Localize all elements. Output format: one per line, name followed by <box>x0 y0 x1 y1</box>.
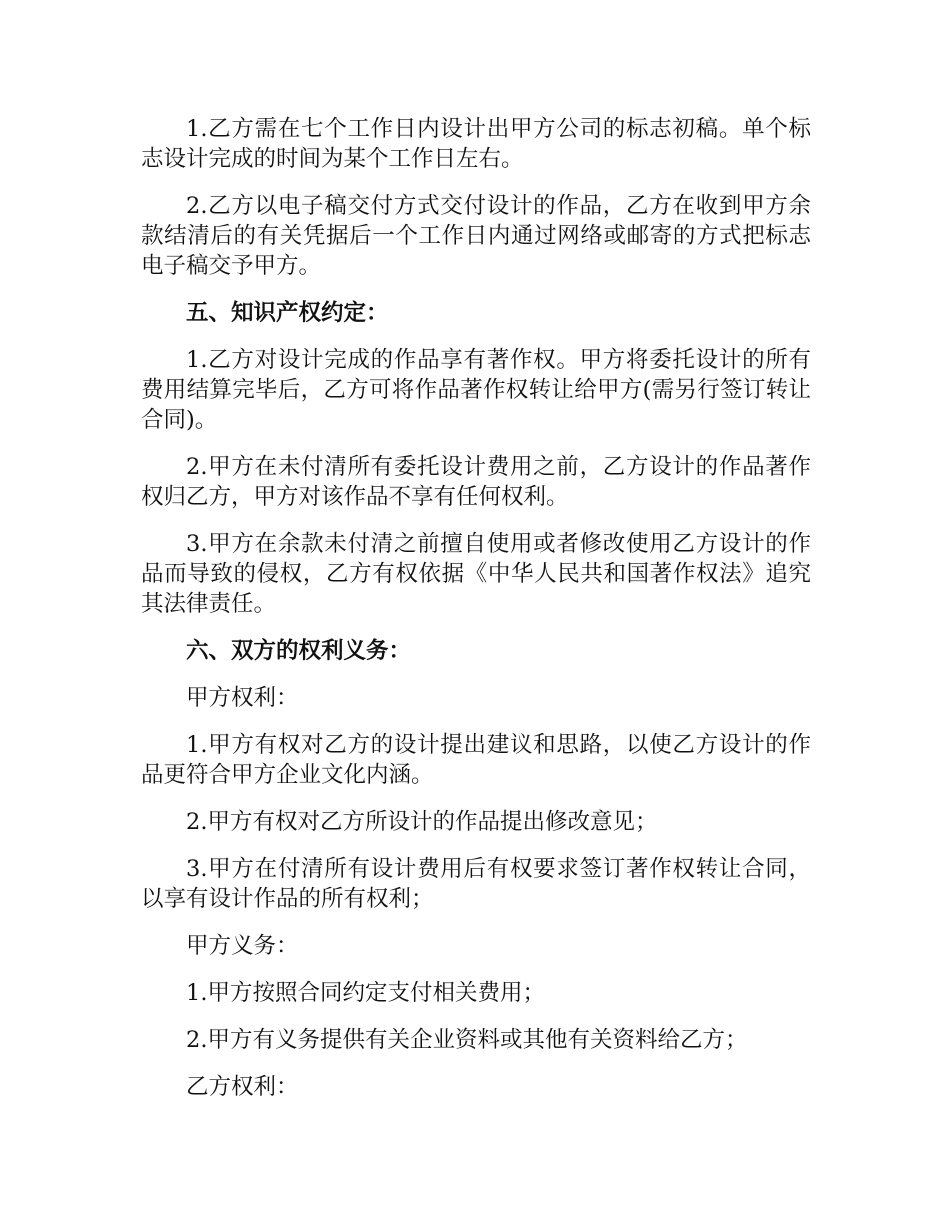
paragraph-ip-1: 1.乙方对设计完成的作品享有著作权。甲方将委托设计的所有费用结算完毕后，乙方可将作品著作权转让给甲方(需另行签订转让合同)。 <box>141 347 811 433</box>
paragraph-a-duty-2: 2.甲方有义务提供有关企业资料或其他有关资料给乙方； <box>186 1027 748 1053</box>
document-page <box>141 114 811 1119</box>
paragraph-a-duty-1: 1.甲方按照合同约定支付相关费用； <box>186 980 545 1006</box>
paragraph-a-right-3: 3.甲方在付清所有设计费用后有权要求签订著作权转让合同，以享有设计作品的所有权利； <box>141 856 811 912</box>
paragraph-a-right-1: 1.甲方有权对乙方的设计提出建议和思路，以使乙方设计的作品更符合甲方企业文化内涵。 <box>141 732 811 788</box>
paragraph-a-right-2: 2.甲方有权对乙方所设计的作品提出修改意见； <box>186 809 658 835</box>
section-heading-rights: 六、双方的权利义务： <box>186 638 412 664</box>
paragraph-delivery-draft: 1.乙方需在七个工作日内设计出甲方公司的标志初稿。单个标志设计完成的时间为某个工作日左右。 <box>141 116 811 172</box>
paragraph-delivery-method: 2.乙方以电子稿交付方式交付设计的作品，乙方在收到甲方余款结清后的有关凭据后一个工作日内通过网络或邮寄的方式把标志电子稿交予甲方。 <box>141 193 811 279</box>
subheading-party-a-duties: 甲方义务： <box>186 933 299 959</box>
section-heading-ip: 五、知识产权约定： <box>186 300 389 326</box>
subheading-party-a-rights: 甲方权利： <box>186 685 299 711</box>
subheading-party-b-rights: 乙方权利： <box>186 1074 299 1100</box>
paragraph-ip-2: 2.甲方在未付清所有委托设计费用之前，乙方设计的作品著作权归乙方，甲方对该作品不享有任何权利。 <box>141 454 811 510</box>
paragraph-ip-3: 3.甲方在余款未付清之前擅自使用或者修改使用乙方设计的作品而导致的侵权，乙方有权依据《中华人民共和国著作权法》追究其法律责任。 <box>141 531 811 617</box>
